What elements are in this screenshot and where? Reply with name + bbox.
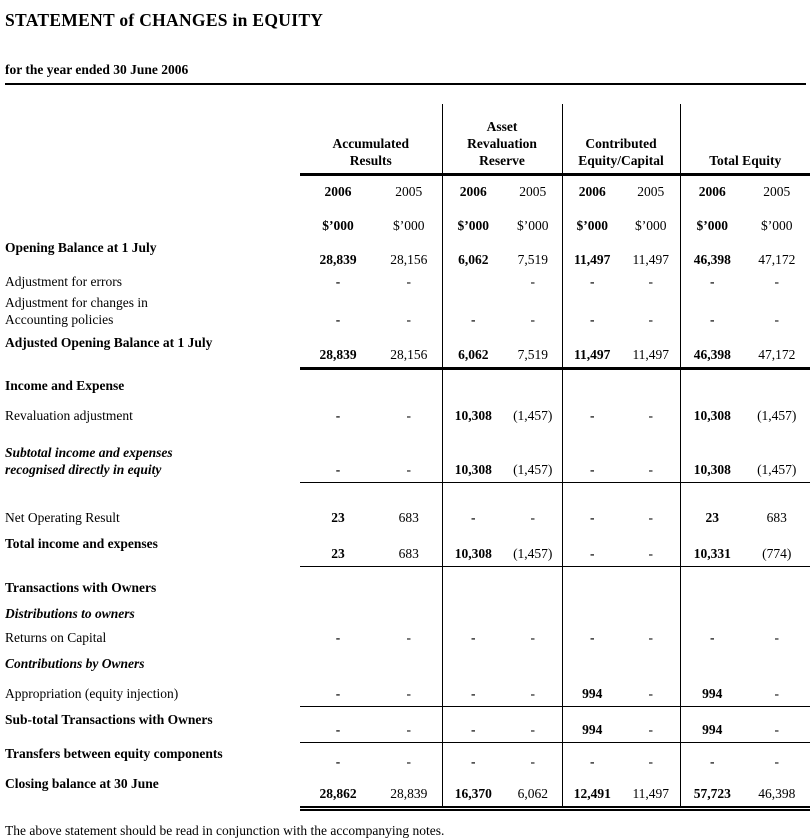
section-heading-row	[5, 600, 810, 626]
row-label-line: Distributions to owners	[5, 606, 135, 622]
value-cell	[442, 600, 504, 626]
value-cell: -	[530, 630, 535, 646]
value-cell: 12,491	[562, 774, 622, 808]
value-cell	[744, 428, 810, 442]
value-cell: -	[335, 630, 341, 646]
value-cell: (774)	[744, 530, 810, 566]
column-group-label: Accumulated Results	[332, 135, 409, 168]
value-cell: -	[504, 676, 562, 706]
table-unit-row	[5, 204, 810, 238]
value-cell: -	[648, 312, 653, 328]
value-cell: -	[648, 630, 653, 646]
value-cell: 683	[398, 510, 419, 526]
value-cell: -	[335, 274, 341, 290]
column-group-header	[680, 104, 810, 174]
value-cell: -	[530, 312, 535, 328]
value-cell: 994	[680, 706, 744, 742]
value-cell: -	[530, 510, 535, 526]
value-cell: -	[744, 676, 810, 706]
value-cell: -	[406, 274, 411, 290]
row-label-line: Transfers between equity components	[5, 746, 223, 762]
row-label-line: Revaluation adjustment	[5, 408, 133, 424]
row-label-line: Contributions by Owners	[5, 656, 145, 672]
value-cell	[680, 650, 744, 676]
row-label-line: Adjusted Opening Balance at 1 July	[5, 335, 213, 351]
value-cell	[376, 482, 442, 502]
accompanying-notes-text: The above statement should be read in conjunction with the accompanying notes.	[5, 822, 445, 838]
value-cell: 28,862	[300, 774, 376, 808]
row-label-line: Appropriation (equity injection)	[5, 686, 179, 702]
value-cell: -	[442, 294, 504, 332]
value-cell	[562, 600, 622, 626]
value-cell	[622, 566, 680, 600]
value-cell: -	[622, 530, 680, 566]
value-cell: -	[376, 706, 442, 742]
value-cell: -	[376, 442, 442, 482]
value-cell	[376, 428, 442, 442]
value-cell	[442, 428, 504, 442]
value-cell: 23	[680, 502, 744, 530]
table-row	[5, 502, 810, 530]
table-row	[5, 742, 810, 774]
changes-in-equity-table	[5, 104, 810, 811]
value-cell: -	[376, 676, 442, 706]
value-cell: 994	[562, 676, 622, 706]
value-cell	[300, 482, 376, 502]
value-cell	[680, 600, 744, 626]
value-cell: -	[648, 408, 653, 424]
table-row	[5, 530, 810, 566]
row-label	[5, 272, 300, 294]
value-cell: 7,519	[517, 252, 548, 268]
value-cell	[504, 566, 562, 600]
value-cell: -	[530, 274, 535, 290]
value-cell	[622, 650, 680, 676]
value-cell: 28,839	[300, 332, 376, 368]
value-cell: -	[562, 742, 622, 774]
value-cell	[504, 650, 562, 676]
table-header-group-row	[5, 104, 810, 174]
row-label-line: Returns on Capital	[5, 630, 107, 646]
value-cell: -	[562, 530, 622, 566]
value-cell: -	[680, 742, 744, 774]
value-cell: 46,398	[680, 238, 744, 272]
value-cell	[680, 368, 744, 398]
year-header: 2006	[562, 174, 622, 204]
row-label-line: Net Operating Result	[5, 510, 120, 526]
report-period: for the year ended 30 June 2006	[5, 62, 189, 77]
row-label-line: Adjustment for errors	[5, 274, 122, 290]
value-cell: (1,457)	[504, 530, 562, 566]
value-cell	[562, 482, 622, 502]
year-header: 2006	[680, 174, 744, 204]
table-year-row	[5, 174, 810, 204]
value-cell: 11,497	[622, 332, 680, 368]
table-row	[5, 442, 810, 482]
row-label-line: Income and Expense	[5, 378, 125, 394]
row-label	[5, 774, 300, 808]
value-cell	[562, 650, 622, 676]
page-title: STATEMENT of CHANGES in EQUITY	[5, 10, 324, 30]
value-cell	[300, 368, 376, 398]
value-cell: 10,308	[442, 530, 504, 566]
unit-header: $’000	[517, 218, 549, 234]
table-row	[5, 706, 810, 742]
column-group-header	[442, 104, 562, 174]
value-cell: 28,839	[319, 252, 357, 268]
table-row	[5, 238, 810, 272]
table-row	[5, 676, 810, 706]
value-cell: (1,457)	[513, 408, 553, 424]
value-cell: (1,457)	[504, 442, 562, 482]
value-cell: -	[562, 626, 622, 650]
table-row	[5, 272, 810, 294]
value-cell: 47,172	[744, 238, 810, 272]
value-cell: -	[442, 742, 504, 774]
year-header: 2005	[519, 184, 547, 200]
spacer-row	[5, 482, 810, 502]
column-group-header	[562, 104, 680, 174]
section-heading-row	[5, 650, 810, 676]
value-cell: -	[406, 312, 411, 328]
value-cell: -	[648, 274, 653, 290]
row-label	[5, 238, 300, 272]
value-cell: 28,839	[376, 774, 442, 808]
value-cell	[300, 650, 376, 676]
value-cell: 11,497	[632, 252, 670, 268]
value-cell	[744, 566, 810, 600]
value-cell: -	[562, 502, 622, 530]
value-cell	[376, 566, 442, 600]
unit-header: $’000	[442, 204, 504, 238]
value-cell: -	[648, 510, 653, 526]
value-cell: 6,062	[442, 332, 504, 368]
section-heading-row	[5, 566, 810, 600]
value-cell	[744, 368, 810, 398]
row-label	[5, 530, 300, 566]
value-cell: 683	[744, 502, 810, 530]
value-cell: 46,398	[680, 332, 744, 368]
value-cell: 683	[376, 530, 442, 566]
value-cell	[562, 368, 622, 398]
year-header: 2005	[395, 184, 423, 200]
value-cell	[744, 482, 810, 502]
value-cell: 57,723	[680, 774, 744, 808]
value-cell	[504, 482, 562, 502]
value-cell: 28,156	[390, 252, 428, 268]
table-row	[5, 774, 810, 808]
value-cell: 6,062	[504, 774, 562, 808]
row-label-line: Opening Balance at 1 July	[5, 240, 157, 256]
row-label	[5, 428, 300, 442]
value-cell: -	[530, 754, 535, 770]
row-label	[5, 482, 300, 502]
year-header: 2005	[637, 184, 665, 200]
row-label	[5, 676, 300, 706]
row-label-line: recognised directly in equity	[5, 462, 162, 478]
value-cell: -	[744, 272, 810, 294]
value-cell: -	[406, 630, 411, 646]
row-label	[5, 626, 300, 650]
value-cell: -	[622, 676, 680, 706]
unit-header: $’000	[680, 204, 744, 238]
value-cell	[376, 600, 442, 626]
value-cell: -	[442, 706, 504, 742]
value-cell	[442, 650, 504, 676]
header-rule	[5, 61, 806, 85]
value-cell	[680, 566, 744, 600]
value-cell: -	[335, 754, 341, 770]
row-label	[5, 502, 300, 530]
value-cell: -	[562, 294, 622, 332]
value-cell: 6,062	[442, 238, 504, 272]
value-cell: 23	[331, 510, 345, 526]
value-cell	[622, 600, 680, 626]
value-cell: -	[442, 626, 504, 650]
value-cell: -	[680, 626, 744, 650]
value-cell: (1,457)	[744, 442, 810, 482]
value-cell: -	[300, 676, 376, 706]
unit-header: $’000	[635, 218, 667, 234]
value-cell	[744, 600, 810, 626]
value-cell: 46,398	[744, 774, 810, 808]
value-cell: 7,519	[504, 332, 562, 368]
corner-cell	[5, 174, 300, 204]
row-label	[5, 600, 300, 626]
spacer-row	[5, 428, 810, 442]
value-cell: 47,172	[744, 332, 810, 368]
value-cell: -	[562, 272, 622, 294]
value-cell: -	[300, 442, 376, 482]
value-cell: 23	[300, 530, 376, 566]
section-heading-row	[5, 368, 810, 398]
value-cell: -	[680, 272, 744, 294]
value-cell: -	[562, 442, 622, 482]
unit-header: $’000	[322, 218, 354, 234]
column-group-label: Total Equity	[709, 152, 782, 168]
corner-cell	[5, 204, 300, 238]
row-label	[5, 332, 300, 368]
value-cell: 10,331	[680, 530, 744, 566]
value-cell: -	[562, 398, 622, 428]
value-cell: -	[744, 706, 810, 742]
value-cell: -	[300, 706, 376, 742]
unit-header: $’000	[393, 218, 425, 234]
row-label	[5, 650, 300, 676]
value-cell	[504, 600, 562, 626]
value-cell: -	[504, 706, 562, 742]
row-label	[5, 368, 300, 398]
row-label-line: Transactions with Owners	[5, 580, 157, 596]
row-label-line: Total income and expenses	[5, 536, 158, 552]
value-cell: -	[648, 754, 653, 770]
value-cell: -	[622, 442, 680, 482]
value-cell	[442, 272, 504, 294]
value-cell: -	[442, 502, 504, 530]
table-row	[5, 294, 810, 332]
value-cell	[300, 600, 376, 626]
value-cell: 11,497	[562, 332, 622, 368]
table-row	[5, 332, 810, 368]
value-cell	[442, 368, 504, 398]
value-cell: -	[442, 676, 504, 706]
table-row	[5, 626, 810, 650]
value-cell	[442, 482, 504, 502]
value-cell	[300, 566, 376, 600]
value-cell	[442, 566, 504, 600]
value-cell: -	[680, 294, 744, 332]
row-label	[5, 442, 300, 482]
value-cell	[622, 428, 680, 442]
row-label	[5, 294, 300, 332]
year-header: 2006	[442, 174, 504, 204]
row-label	[5, 566, 300, 600]
value-cell: 11,497	[622, 774, 680, 808]
value-cell: (1,457)	[744, 398, 810, 428]
row-label-line: Sub-total Transactions with Owners	[5, 712, 213, 728]
column-group-label: Contributed Equity/Capital	[578, 135, 664, 168]
value-cell	[622, 368, 680, 398]
column-group-label: Asset Revaluation Reserve	[467, 118, 537, 168]
unit-header: $’000	[744, 204, 810, 238]
value-cell: -	[744, 742, 810, 774]
value-cell: -	[406, 408, 411, 424]
row-label	[5, 742, 300, 774]
value-cell	[504, 428, 562, 442]
value-cell: 16,370	[442, 774, 504, 808]
row-label-line: Closing balance at 30 June	[5, 776, 159, 792]
value-cell: 10,308	[442, 398, 504, 428]
value-cell: -	[744, 626, 810, 650]
value-cell	[504, 368, 562, 398]
value-cell	[680, 428, 744, 442]
row-label	[5, 398, 300, 428]
value-cell: 11,497	[562, 238, 622, 272]
value-cell	[376, 368, 442, 398]
row-label	[5, 706, 300, 742]
value-cell: 10,308	[680, 398, 744, 428]
value-cell: 994	[680, 676, 744, 706]
column-group-header	[300, 104, 442, 174]
value-cell: -	[335, 312, 341, 328]
value-cell	[562, 566, 622, 600]
row-label-line: Accounting policies	[5, 312, 114, 328]
year-header: 2005	[744, 174, 810, 204]
year-header: 2006	[324, 184, 352, 200]
value-cell	[376, 650, 442, 676]
value-cell: -	[335, 408, 341, 424]
value-cell: -	[406, 754, 411, 770]
value-cell: -	[622, 706, 680, 742]
value-cell: 10,308	[680, 442, 744, 482]
unit-header: $’000	[562, 204, 622, 238]
value-cell	[680, 482, 744, 502]
value-cell: 28,156	[376, 332, 442, 368]
value-cell: 10,308	[442, 442, 504, 482]
corner-cell	[5, 104, 300, 174]
value-cell	[300, 428, 376, 442]
table-row	[5, 398, 810, 428]
value-cell	[622, 482, 680, 502]
row-label-line: Subtotal income and expenses	[5, 445, 173, 461]
row-label-line: Adjustment for changes in	[5, 295, 148, 311]
value-cell: -	[744, 294, 810, 332]
value-cell	[744, 650, 810, 676]
value-cell: 994	[562, 706, 622, 742]
value-cell	[562, 428, 622, 442]
